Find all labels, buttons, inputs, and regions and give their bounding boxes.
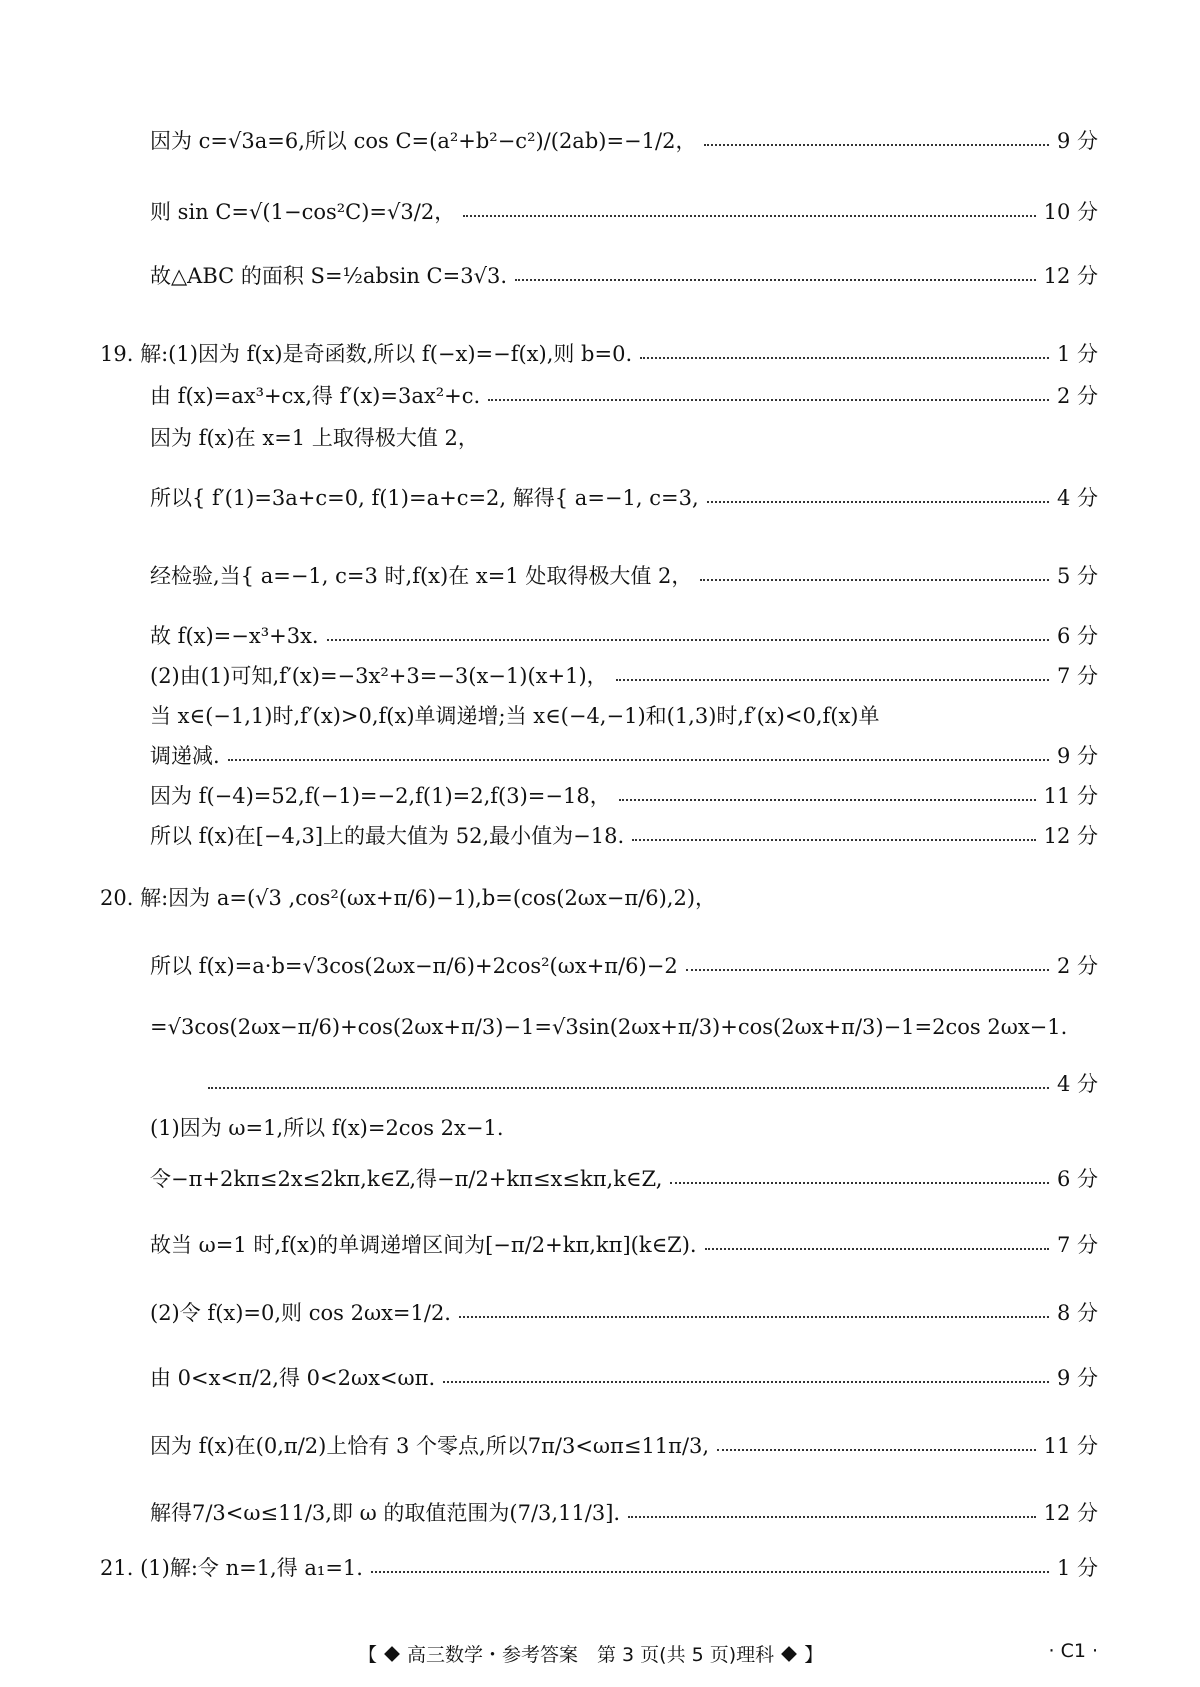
dot-leader xyxy=(628,1516,1035,1518)
dot-leader xyxy=(700,579,1049,581)
footer-left-bracket: 【 xyxy=(358,1644,378,1666)
dot-leader xyxy=(705,1248,1049,1250)
dot-leader xyxy=(208,1087,1049,1089)
dot-leader xyxy=(443,1381,1049,1383)
line-text: 解得7/3<ω≤11/3,即 ω 的取值范围为(7/3,11/3]. xyxy=(150,1501,621,1525)
answer-line xyxy=(100,338,1098,368)
line-text: 19. 解:(1)因为 f(x)是奇函数,所以 f(−x)=−f(x),则 b=0. xyxy=(100,342,633,366)
answer-line xyxy=(150,380,1098,410)
line-text: (1)因为 ω=1,所以 f(x)=2cos 2x−1. xyxy=(150,1116,504,1140)
score: 5 分 xyxy=(1056,564,1098,588)
dot-leader xyxy=(717,1449,1036,1451)
score: 1 分 xyxy=(1056,342,1098,366)
score: 2 分 xyxy=(1056,384,1098,408)
footer-right-bracket: 】 xyxy=(804,1644,824,1666)
answer-line xyxy=(150,196,1098,226)
score: 10 分 xyxy=(1043,200,1098,224)
page-footer xyxy=(0,1640,1200,1670)
line-text: 21. (1)解:令 n=1,得 a₁=1. xyxy=(100,1556,363,1580)
answer-line xyxy=(150,1297,1098,1327)
score: 6 分 xyxy=(1056,1167,1098,1191)
line-text: (2)令 f(x)=0,则 cos 2ωx=1/2. xyxy=(150,1301,451,1325)
dot-leader xyxy=(228,759,1049,761)
score: 9 分 xyxy=(1056,129,1098,153)
footer-title xyxy=(358,1640,823,1667)
score: 11 分 xyxy=(1043,784,1098,808)
line-text: 20. 解:因为 a=(√3 ,cos²(ωx+π/6)−1),b=(cos(2ωx−π/6),2)， xyxy=(100,886,717,910)
dot-leader xyxy=(686,969,1049,971)
answer-line xyxy=(150,820,1098,850)
footer-code: · C1 · xyxy=(1048,1640,1098,1662)
line-text: 当 x∈(−1,1)时,f′(x)>0,f(x)单调递增;当 x∈(−4,−1)和(1,3)时,f′(x)<0,f(x)单 xyxy=(150,704,880,728)
line-text: 则 sin C=√(1−cos²C)=√3/2， xyxy=(150,200,456,224)
score: 6 分 xyxy=(1056,624,1098,648)
line-text: 故 f(x)=−x³+3x. xyxy=(150,624,319,648)
answer-line xyxy=(150,125,1098,155)
line-text: (2)由(1)可知,f′(x)=−3x²+3=−3(x−1)(x+1)， xyxy=(150,664,608,688)
line-text: 由 f(x)=ax³+cx,得 f′(x)=3ax²+c. xyxy=(150,384,481,408)
score: 12 分 xyxy=(1043,824,1098,848)
line-text: 因为 f(x)在(0,π/2)上恰有 3 个零点,所以7π/3<ωπ≤11π/3, xyxy=(150,1434,710,1458)
dot-leader xyxy=(619,799,1036,801)
answer-line xyxy=(150,740,1098,770)
dot-leader xyxy=(488,399,1049,401)
score: 4 分 xyxy=(1056,1072,1098,1096)
score: 1 分 xyxy=(1056,1556,1098,1580)
dot-leader xyxy=(515,279,1036,281)
answer-line xyxy=(150,560,1098,590)
dot-leader xyxy=(327,639,1049,641)
line-text: 所以 f(x)在[−4,3]上的最大值为 52,最小值为−18. xyxy=(150,824,625,848)
line-text: =√3cos(2ωx−π/6)+cos(2ωx+π/3)−1=√3sin(2ωx+π/3)+cos(2ωx+π/3)−1=2cos 2ωx−1. xyxy=(150,1015,1068,1039)
line-text: 所以 f(x)=a·b=√3cos(2ωx−π/6)+2cos²(ωx+π/6)−2 xyxy=(150,954,678,978)
answer-line xyxy=(100,1552,1098,1582)
line-text: 因为 f(x)在 x=1 上取得极大值 2， xyxy=(150,426,479,450)
footer-text: 高三数学・参考答案 第 3 页(共 5 页)理科 xyxy=(407,1644,775,1666)
line-text: 所以{ f′(1)=3a+c=0, f(1)=a+c=2, 解得{ a=−1, c=3, xyxy=(150,486,699,510)
answer-line xyxy=(150,482,1098,512)
answer-line xyxy=(100,882,1098,912)
line-text: 因为 c=√3a=6,所以 cos C=(a²+b²−c²)/(2ab)=−1/2， xyxy=(150,129,697,153)
dot-leader xyxy=(707,501,1049,503)
answer-line xyxy=(150,1015,1098,1039)
line-text: 因为 f(−4)=52,f(−1)=−2,f(1)=2,f(3)=−18， xyxy=(150,784,611,808)
diamond-icon xyxy=(384,1646,400,1662)
score: 4 分 xyxy=(1056,486,1098,510)
answer-line xyxy=(150,780,1098,810)
answer-line xyxy=(150,1163,1098,1193)
score: 8 分 xyxy=(1056,1301,1098,1325)
line-text: 故当 ω=1 时,f(x)的单调递增区间为[−π/2+kπ,kπ](k∈Z). xyxy=(150,1233,697,1257)
answer-line xyxy=(200,1068,1098,1098)
answer-line xyxy=(150,660,1098,690)
answer-line xyxy=(150,950,1098,980)
line-text: 令−π+2kπ≤2x≤2kπ,k∈Z,得−π/2+kπ≤x≤kπ,k∈Z, xyxy=(150,1167,663,1191)
dot-leader xyxy=(670,1182,1049,1184)
dot-leader xyxy=(640,357,1049,359)
score: 9 分 xyxy=(1056,1366,1098,1390)
answer-line xyxy=(150,700,1098,730)
dot-leader xyxy=(459,1316,1049,1318)
dot-leader xyxy=(371,1571,1049,1573)
line-text: 经检验,当{ a=−1, c=3 时,f(x)在 x=1 处取得极大值 2， xyxy=(150,564,693,588)
score: 7 分 xyxy=(1056,1233,1098,1257)
dot-leader xyxy=(616,679,1049,681)
answer-line xyxy=(150,260,1098,290)
score: 12 分 xyxy=(1043,264,1098,288)
answer-line xyxy=(150,1112,1098,1142)
answer-line xyxy=(150,1362,1098,1392)
answer-line xyxy=(150,620,1098,650)
score: 12 分 xyxy=(1043,1501,1098,1525)
answer-line xyxy=(150,1229,1098,1259)
line-text: 调递减. xyxy=(150,744,220,768)
dot-leader xyxy=(632,839,1035,841)
score: 9 分 xyxy=(1056,744,1098,768)
dot-leader xyxy=(463,215,1035,217)
diamond-icon xyxy=(781,1646,797,1662)
score: 2 分 xyxy=(1056,954,1098,978)
line-text: 由 0<x<π/2,得 0<2ωx<ωπ. xyxy=(150,1366,436,1390)
answer-line xyxy=(150,1497,1098,1527)
answer-line xyxy=(150,1430,1098,1460)
line-text: 故△ABC 的面积 S=½absin C=3√3. xyxy=(150,264,507,288)
score: 7 分 xyxy=(1056,664,1098,688)
answer-line xyxy=(150,422,1098,452)
score: 11 分 xyxy=(1043,1434,1098,1458)
dot-leader xyxy=(704,144,1049,146)
